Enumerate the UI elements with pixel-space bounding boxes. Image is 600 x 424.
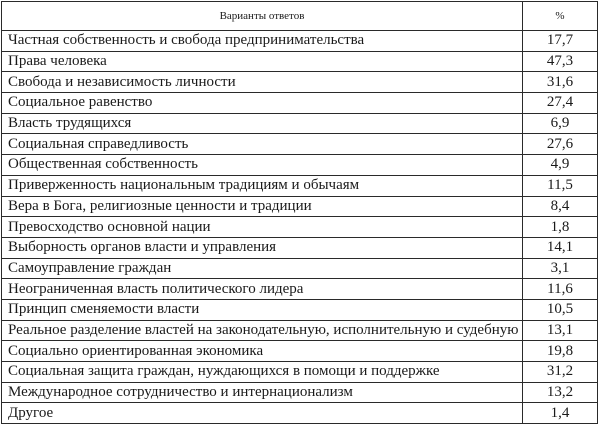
percent-cell: 19,8	[523, 341, 598, 362]
table-row	[2, 320, 598, 341]
table-row	[2, 299, 598, 320]
table-row	[2, 31, 598, 52]
percent-cell: 11,5	[523, 175, 598, 196]
header-percent: %	[523, 2, 598, 31]
table-row	[2, 279, 598, 300]
percent-cell: 1,8	[523, 217, 598, 238]
percent-cell: 8,4	[523, 196, 598, 217]
answer-option-cell: Права человека	[2, 51, 523, 72]
percent-cell: 3,1	[523, 258, 598, 279]
percent-cell: 1,4	[523, 403, 598, 424]
answer-option-cell: Принцип сменяемости власти	[2, 299, 523, 320]
percent-cell: 6,9	[523, 113, 598, 134]
table-header-row	[2, 2, 598, 31]
percent-cell: 47,3	[523, 51, 598, 72]
percent-cell: 17,7	[523, 31, 598, 52]
answer-option-cell: Другое	[2, 403, 523, 424]
answer-option-cell: Социально ориентированная экономика	[2, 341, 523, 362]
table-row	[2, 93, 598, 114]
table-row	[2, 258, 598, 279]
table-row	[2, 51, 598, 72]
table-row	[2, 155, 598, 176]
percent-cell: 13,1	[523, 320, 598, 341]
answer-option-cell: Социальное равенство	[2, 93, 523, 114]
answer-option-cell: Неограниченная власть политического лидера	[2, 279, 523, 300]
header-options: Варианты ответов	[2, 2, 523, 31]
answer-option-cell: Общественная собственность	[2, 155, 523, 176]
table-body	[2, 31, 598, 424]
table-row	[2, 382, 598, 403]
percent-cell: 14,1	[523, 237, 598, 258]
answer-option-cell: Власть трудящихся	[2, 113, 523, 134]
answer-option-cell: Выборность органов власти и управления	[2, 237, 523, 258]
table-row	[2, 72, 598, 93]
answer-option-cell: Самоуправление граждан	[2, 258, 523, 279]
percent-cell: 31,2	[523, 362, 598, 383]
table-row	[2, 362, 598, 383]
answer-option-cell: Свобода и независимость личности	[2, 72, 523, 93]
percent-cell: 11,6	[523, 279, 598, 300]
answer-option-cell: Социальная справедливость	[2, 134, 523, 155]
percent-cell: 13,2	[523, 382, 598, 403]
table-row	[2, 134, 598, 155]
table-row	[2, 196, 598, 217]
table-row	[2, 341, 598, 362]
percent-cell: 10,5	[523, 299, 598, 320]
percent-cell: 31,6	[523, 72, 598, 93]
answer-option-cell: Вера в Бога, религиозные ценности и традиции	[2, 196, 523, 217]
answer-option-cell: Социальная защита граждан, нуждающихся в помощи и поддержке	[2, 362, 523, 383]
answer-option-cell: Реальное разделение властей на законодательную, исполнительную и судебную	[2, 320, 523, 341]
percent-cell: 27,4	[523, 93, 598, 114]
answer-option-cell: Частная собственность и свобода предпринимательства	[2, 31, 523, 52]
survey-results-table	[1, 1, 598, 424]
table-row	[2, 217, 598, 238]
table-row	[2, 175, 598, 196]
answer-option-cell: Приверженность национальным традициям и обычаям	[2, 175, 523, 196]
percent-cell: 27,6	[523, 134, 598, 155]
percent-cell: 4,9	[523, 155, 598, 176]
table-row	[2, 113, 598, 134]
table-row	[2, 237, 598, 258]
table-row	[2, 403, 598, 424]
answer-option-cell: Превосходство основной нации	[2, 217, 523, 238]
answer-option-cell: Международное сотрудничество и интернационализм	[2, 382, 523, 403]
